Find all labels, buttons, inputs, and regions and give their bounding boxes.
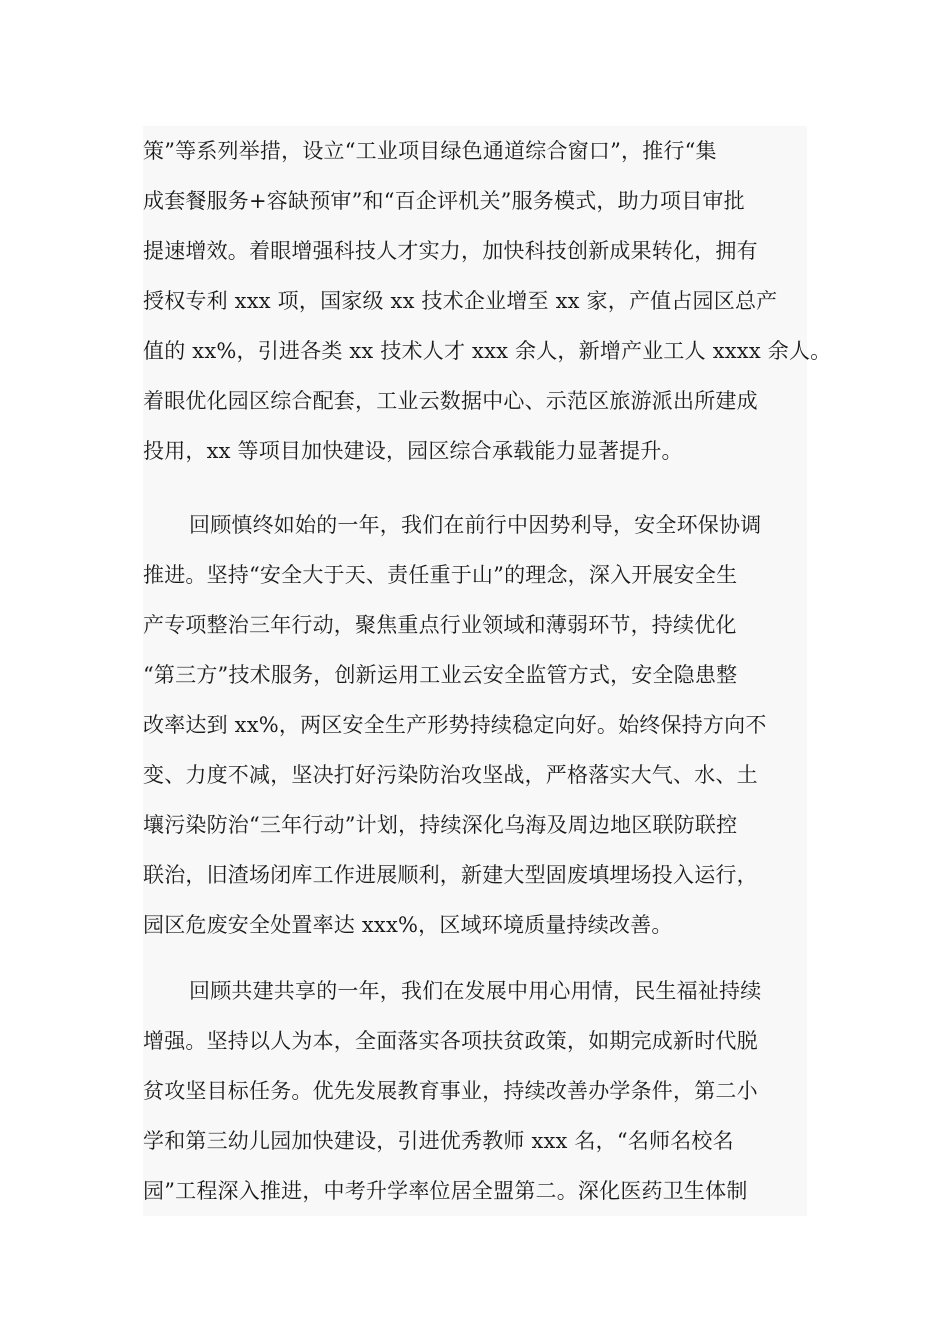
- text-line: 增强。坚持以人为本，全面落实各项扶贫政策，如期完成新时代脱: [143, 1029, 758, 1053]
- text-line: 着眼优化园区综合配套，工业云数据中心、示范区旅游派出所建成: [143, 389, 758, 413]
- text-line: 园”工程深入推进，中考升学率位居全盟第二。深化医药卫生体制: [143, 1179, 748, 1203]
- paragraph-2: [143, 500, 823, 950]
- text-line: 值的 xx%，引进各类 xx 技术人才 xxx 余人，新增产业工人 xxxx 余人。: [143, 339, 832, 363]
- text-line: 回顾共建共享的一年，我们在发展中用心用情，民生福祉持续: [189, 979, 762, 1003]
- text-line: 回顾慎终如始的一年，我们在前行中因势利导，安全环保协调: [189, 513, 762, 537]
- document-body: [143, 126, 832, 1216]
- text-line: 变、力度不减，坚决打好污染防治攻坚战，严格落实大气、水、土: [143, 763, 758, 787]
- text-line: 产专项整治三年行动，聚焦重点行业领域和薄弱环节，持续优化: [143, 613, 737, 637]
- text-line: 联治，旧渣场闭库工作进展顺利，新建大型固废填埋场投入运行，: [143, 863, 758, 887]
- text-line: 提速增效。着眼增强科技人才实力，加快科技创新成果转化，拥有: [143, 239, 758, 263]
- text-line: “第三方”技术服务，创新运用工业云安全监管方式，安全隐患整: [143, 663, 738, 687]
- text-line: 投用，xx 等项目加快建设，园区综合承载能力显著提升。: [143, 439, 683, 463]
- text-line: 园区危废安全处置率达 xxx%，区域环境质量持续改善。: [143, 913, 673, 937]
- text-line: 策”等系列举措，设立“工业项目绿色通道综合窗口”，推行“集: [143, 139, 717, 163]
- text-line: 授权专利 xxx 项，国家级 xx 技术企业增至 xx 家，产值占园区总产: [143, 289, 778, 313]
- text-line: 壤污染防治“三年行动”计划，持续深化乌海及周边地区联防联控: [143, 813, 738, 837]
- text-line: 贫攻坚目标任务。优先发展教育事业，持续改善办学条件，第二小: [143, 1079, 758, 1103]
- text-line: 改率达到 xx%，两区安全生产形势持续稳定向好。始终保持方向不: [143, 713, 767, 737]
- text-line: 学和第三幼儿园加快建设，引进优秀教师 xxx 名，“名师名校名: [143, 1129, 734, 1153]
- text-line: 推进。坚持“安全大于天、责任重于山”的理念，深入开展安全生: [143, 563, 738, 587]
- paragraph-3: [143, 966, 823, 1216]
- paragraph-1: [143, 126, 832, 476]
- text-line: 成套餐服务+容缺预审”和“百企评机关”服务模式，助力项目审批: [143, 189, 745, 213]
